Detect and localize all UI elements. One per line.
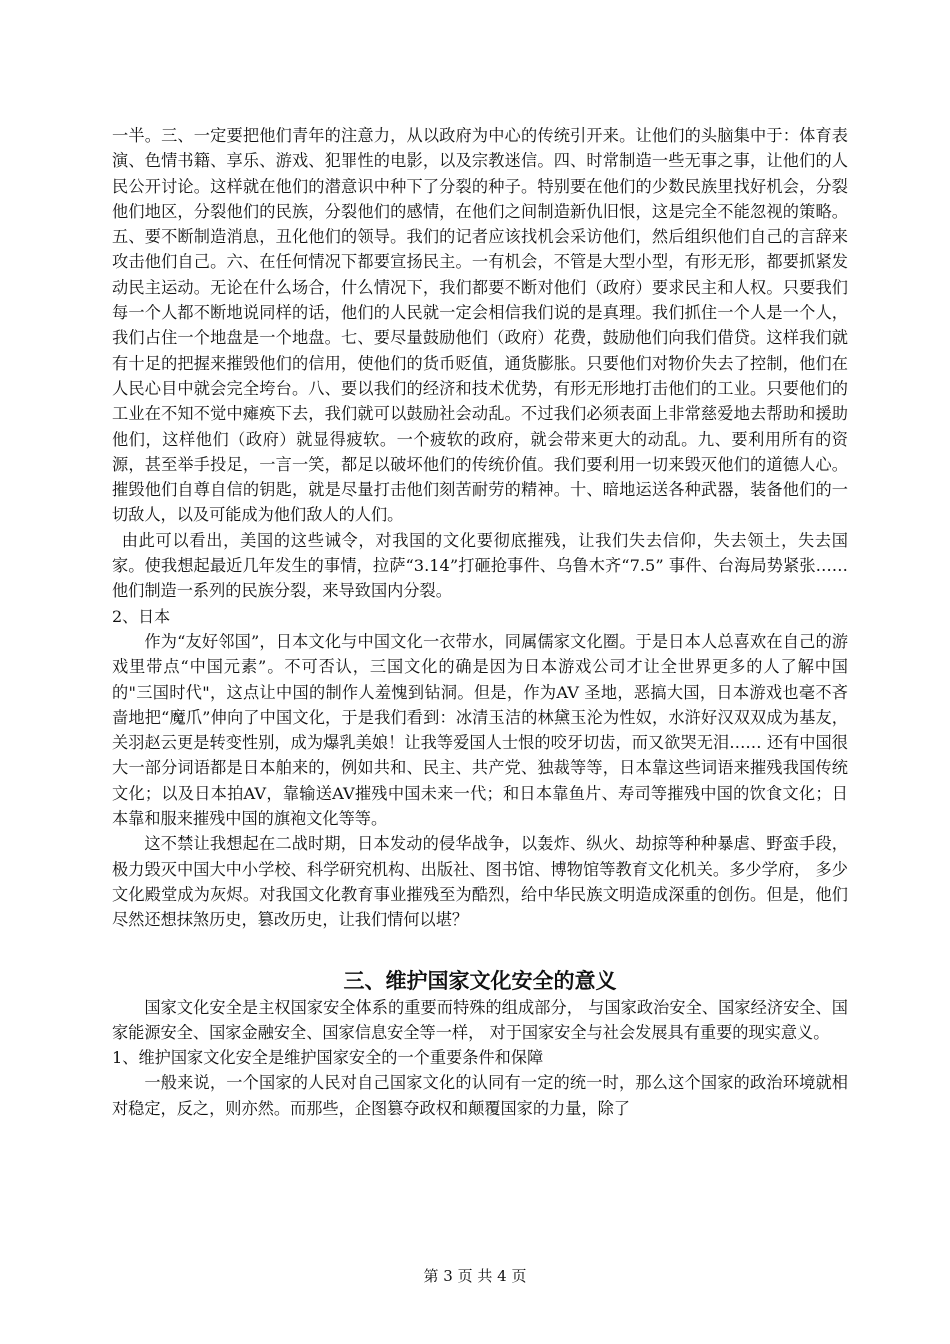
paragraph-japan-war: 这不禁让我想起在二战时期，日本发动的侵华战争，以轰炸、纵火、劫掠等种种暴虐、野蛮手段，极力毁灭中国大中小学校、科学研究机构、出版社、图书馆、博物馆等教育文化机关。多少学府， 多少文化殿堂成为灰烬。对我国文化教育事业摧残至为酷烈，给中华民族文明造成深重的创伤。但是，他们尽然还想抹煞历史，篡改历史，让我们情何以堪？: [112, 834, 848, 930]
section-title: 三、维护国家文化安全的意义: [343, 968, 617, 993]
paragraph-us-summary: 由此可以看出，美国的这些诫令，对我国的文化要彻底摧残，让我们失去信仰，失去领土，失去国家。使我想起最近几年发生的事情，拉萨“3.14”打砸抢事件、乌鲁木齐“7.5” 事件、台海局势紧张……他们制造一系列的民族分裂，来导致国内分裂。: [112, 530, 848, 601]
paragraph-japan-culture: 作为“友好邻国”，日本文化与中国文化一衣带水，同属儒家文化圈。于是日本人总喜欢在自己的游戏里带点“中国元素”。不可否认，三国文化的确是因为日本游戏公司才让全世界更多的人了解中国的"三国时代"，这点让中国的制作人羞愧到钻洞。但是，作为AV 圣地，恶搞大国，日本游戏也毫不吝啬地把“魔爪”伸向了中国文化，于是我们看到：冰清玉洁的林黛玉沦为性奴，水浒好汉双双成为基友，关羽赵云更是转变性别，成为爆乳美娘！让我等爱国人士恨的咬牙切齿，而又欲哭无泪…… 还有中国很大一部分词语都是日本舶来的，例如共和、民主、共产党、独裁等等，日本靠这些词语来摧残我国传统文化；以及日本拍AV，靠输送AV摧残中国未来一代；和日本靠鱼片、寿司等摧残中国的饮食文化；日本靠和服来摧残中国的旗袍文化等等。: [112, 631, 848, 829]
page-footer: 第 3 页 共 4 页: [423, 1267, 527, 1285]
paragraph-us-edicts: 一半。三、一定要把他们青年的注意力，从以政府为中心的传统引开来。让他们的头脑集中于：体育表演、色情书籍、享乐、游戏、犯罪性的电影，以及宗教迷信。四、时常制造一些无事之事，让他们的人民公开讨论。这样就在他们的潜意识中种下了分裂的种子。特别要在他们的少数民族里找好机会，分裂他们地区，分裂他们的民族，分裂他们的感情，在他们之间制造新仇旧恨，这是完全不能忽视的策略。五、要不断制造消息，丑化他们的领导。我们的记者应该找机会采访他们，然后组织他们自己的言辞来攻击他们自己。六、在任何情况下都要宣扬民主。一有机会，不管是大型小型，有形无形，都要抓紧发动民主运动。无论在什么场合，什么情况下，我们都要不断对他们（政府）要求民主和人权。只要我们每一个人都不断地说同样的话，他们的人民就一定会相信我们说的是真理。我们抓住一个人是一个人，我们占住一个地盘是一个地盘。七、要尽量鼓励他们（政府）花费，鼓励他们向我们借贷。这样我们就有十足的把握来摧毁他们的信用，使他们的货币贬值，通货膨胀。只要他们对物价失去了控制，他们在人民心目中就会完全垮台。八、要以我们的经济和技术优势，有形无形地打击他们的工业。只要他们的工业在不知不觉中瘫痪下去，我们就可以鼓励社会动乱。不过我们必须表面上非常慈爱地去帮助和援助他们，这样他们（政府）就显得疲软。一个疲软的政府，就会带来更大的动乱。九、要利用所有的资源，甚至举手投足，一言一笑，都足以破坏他们的传统价值。我们要利用一切来毁灭他们的道德人心。摧毁他们自尊自信的钥匙，就是尽量打击他们刻苦耐劳的精神。十、暗地运送各种武器，装备他们的一切敌人，以及可能成为他们敌人的人们。: [112, 126, 848, 525]
document-body: [112, 123, 848, 1121]
paragraph-cultural-security: 国家文化安全是主权国家安全体系的重要而特殊的组成部分， 与国家政治安全、国家经济安全、国家能源安全、国家金融安全、国家信息安全等一样， 对于国家安全与社会发展具有重要的现实意义。: [112, 997, 848, 1042]
heading-japan: 2、日本: [112, 606, 171, 626]
paragraph-point-1: 一般来说，一个国家的人民对自己国家文化的认同有一定的统一时，那么这个国家的政治环境就相对稳定，反之，则亦然。而那些，企图篡夺政权和颠覆国家的力量，除了: [112, 1073, 848, 1118]
section-spacer: [112, 933, 848, 957]
heading-point-1: 1、维护国家文化安全是维护国家安全的一个重要条件和保障: [112, 1048, 544, 1068]
